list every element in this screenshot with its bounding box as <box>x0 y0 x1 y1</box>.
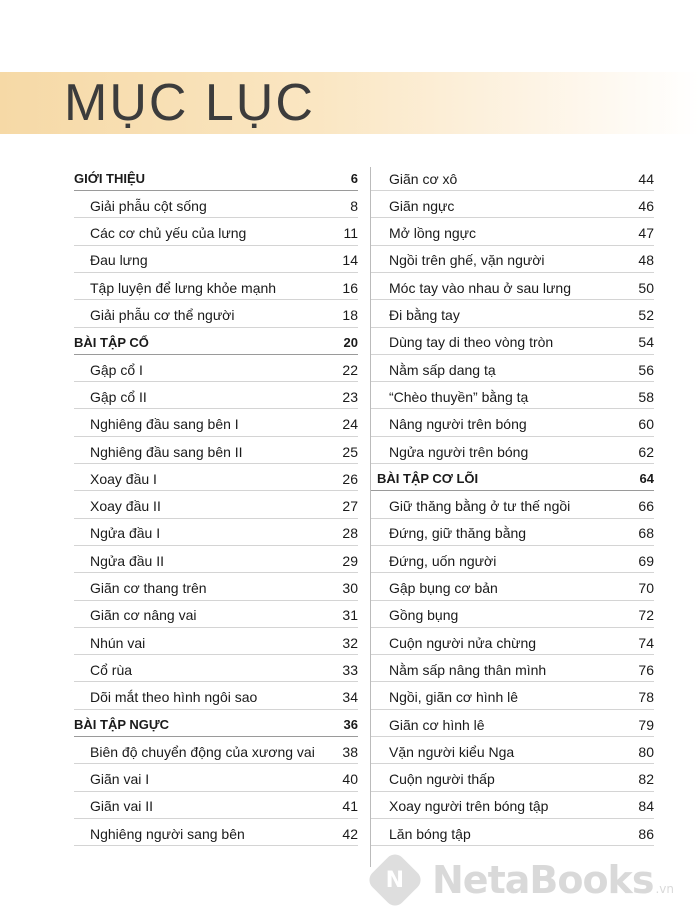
toc-page-number: 78 <box>638 689 654 706</box>
toc-page-number: 54 <box>638 334 654 351</box>
toc-entry-label: Nghiêng đầu sang bên I <box>90 416 239 433</box>
toc-entry-label: Nghiêng người sang bên <box>90 825 245 842</box>
toc-page-number: 46 <box>638 197 654 214</box>
toc-entry-label: Biên độ chuyển động của xương vai <box>90 743 315 760</box>
toc-page-number: 79 <box>638 716 654 733</box>
toc-page-number: 62 <box>638 443 654 460</box>
toc-page-number: 41 <box>342 798 358 815</box>
toc-entry <box>74 549 358 573</box>
toc-entry-label: Gập cổ I <box>90 361 143 378</box>
toc-entry <box>371 276 654 300</box>
toc-entry-label: Dõi mắt theo hình ngôi sao <box>90 689 258 706</box>
toc-entry-label: BÀI TẬP CƠ LÕI <box>377 471 479 487</box>
toc-entry <box>74 686 358 710</box>
toc-right-column <box>370 167 654 867</box>
toc-page-number: 34 <box>342 689 358 706</box>
toc-page-number: 70 <box>638 580 654 596</box>
toc-entry-label: Nhún vai <box>90 634 146 651</box>
toc-page-number: 80 <box>638 743 654 760</box>
toc-page-number: 11 <box>343 225 358 242</box>
toc-entry-label: Ngửa người trên bóng <box>389 443 529 460</box>
toc-entry-label: Lăn bóng tập <box>389 825 471 842</box>
toc-page-number: 42 <box>342 825 358 842</box>
toc-entry <box>74 222 358 246</box>
toc-entry <box>371 740 654 764</box>
toc-page-number: 58 <box>638 388 654 405</box>
toc-entry <box>74 795 358 819</box>
toc-entry-label: Dùng tay di theo vòng tròn <box>389 334 554 351</box>
toc-entry-label: Đi bằng tay <box>389 307 460 323</box>
toc-entry <box>74 440 358 464</box>
toc-entry <box>371 385 654 409</box>
toc-entry-label: Ngửa đầu II <box>90 552 164 569</box>
toc-entry-label: Giãn vai II <box>90 798 154 815</box>
toc-entry-label: Gập cổ II <box>90 388 147 405</box>
watermark <box>368 852 688 908</box>
toc-entry-label: Giữ thăng bằng ở tư thế ngồi <box>389 498 571 515</box>
toc-page-number: 32 <box>342 634 358 651</box>
toc-entry <box>371 604 654 628</box>
toc-page-number: 72 <box>638 607 654 624</box>
toc-entry-label: Giãn ngực <box>389 197 455 214</box>
toc-section-heading <box>74 713 358 737</box>
toc-entry-label: Ngửa đầu I <box>90 525 161 542</box>
toc-entry <box>74 631 358 655</box>
toc-entry <box>371 686 654 710</box>
toc-entry-label: Đứng, giữ thăng bằng <box>389 525 527 542</box>
toc-entry <box>371 440 654 464</box>
toc-page-number: 33 <box>342 661 358 678</box>
watermark-suffix: .vn <box>655 882 674 896</box>
toc-entry-label: Nâng người trên bóng <box>389 416 527 433</box>
toc-page-number: 40 <box>342 771 358 788</box>
watermark-logo-letter: N <box>385 867 405 893</box>
toc-entry <box>371 495 654 519</box>
netabooks-logo-icon <box>365 850 424 909</box>
toc-page-number: 22 <box>342 361 358 378</box>
toc-page-number: 50 <box>638 279 654 296</box>
toc-page-number: 25 <box>342 443 358 460</box>
toc-entry <box>371 795 654 819</box>
toc-entry <box>74 304 358 328</box>
page-title: MỤC LỤC <box>64 74 315 132</box>
toc-entry <box>371 413 654 437</box>
toc-page-number: 68 <box>638 525 654 542</box>
toc-page-number: 69 <box>638 552 654 569</box>
toc-entry-label: Giải phẫu cột sống <box>90 197 207 214</box>
toc-entry-label: Giãn cơ xô <box>389 170 458 187</box>
toc-entry-label: Gập bụng cơ bản <box>389 580 498 596</box>
toc-entry <box>371 768 654 792</box>
toc-page-number: 36 <box>343 717 358 732</box>
toc-entry <box>371 304 654 328</box>
toc-entry <box>74 413 358 437</box>
toc-page-number: 84 <box>638 798 654 815</box>
toc-entry-label: Giãn vai I <box>90 771 150 788</box>
toc-page-number: 14 <box>342 252 358 269</box>
toc-entry <box>74 740 358 764</box>
watermark-text: NetaBooks <box>432 858 654 902</box>
toc-entry-label: Ngồi trên ghế, vặn người <box>389 252 545 269</box>
toc-page-number: 28 <box>342 525 358 542</box>
toc-entry <box>74 194 358 218</box>
toc-entry-label: Xoay người trên bóng tập <box>389 798 549 815</box>
toc-entry <box>371 658 654 682</box>
toc-entry-label: Nghiêng đầu sang bên II <box>90 443 243 460</box>
toc-section-heading <box>371 467 654 491</box>
toc-entry <box>371 822 654 846</box>
toc-page-number: 86 <box>638 825 654 842</box>
toc-page-number: 38 <box>342 743 358 760</box>
toc-entry <box>74 768 358 792</box>
toc-entry-label: Nằm sấp dang tạ <box>389 361 496 378</box>
toc-entry-label: Các cơ chủ yếu của lưng <box>90 225 247 242</box>
toc-page-number: 30 <box>342 580 358 596</box>
toc-entry-label: Xoay đầu I <box>90 470 157 487</box>
toc-entry <box>74 495 358 519</box>
toc-section-heading <box>74 167 358 191</box>
toc-entry <box>74 604 358 628</box>
toc-entry-label: Giãn cơ hình lê <box>389 716 485 733</box>
toc-entry-label: Cuộn người nửa chừng <box>389 634 537 651</box>
toc-page-number: 24 <box>342 416 358 433</box>
toc-page-number: 8 <box>350 197 358 214</box>
toc-entry <box>371 194 654 218</box>
toc-entry-label: Giải phẫu cơ thể người <box>90 307 235 323</box>
toc-page-number: 27 <box>342 498 358 515</box>
toc-entry-label: Nằm sấp nâng thân mình <box>389 661 547 678</box>
toc-entry-label: Vặn người kiểu Nga <box>389 743 515 760</box>
toc-entry <box>74 822 358 846</box>
toc-page-number: 26 <box>342 470 358 487</box>
toc-entry <box>74 658 358 682</box>
toc-entry-label: Xoay đầu II <box>90 498 161 515</box>
toc-entry <box>371 167 654 191</box>
toc-entry <box>371 631 654 655</box>
toc-page-number: 60 <box>638 416 654 433</box>
toc-page-number: 74 <box>638 634 654 651</box>
toc-page-number: 44 <box>638 170 654 187</box>
toc-entry <box>74 522 358 546</box>
toc-page-number: 76 <box>638 661 654 678</box>
toc-entry <box>371 331 654 355</box>
toc-entry-label: BÀI TẬP CỔ <box>74 334 149 350</box>
toc-entry <box>371 577 654 601</box>
toc-entry <box>371 713 654 737</box>
toc-entry-label: Đau lưng <box>90 252 148 269</box>
toc-entry-label: GIỚI THIỆU <box>74 171 146 186</box>
toc-entry <box>371 549 654 573</box>
toc-page-number: 82 <box>638 771 654 788</box>
toc-entry-label: Cổ rùa <box>90 661 133 678</box>
toc-entry <box>74 467 358 491</box>
toc-entry-label: Gồng bụng <box>389 607 459 624</box>
toc-section-heading <box>74 331 358 355</box>
toc-entry <box>74 577 358 601</box>
toc-entry <box>74 358 358 382</box>
toc-entry-label: Ngồi, giãn cơ hình lê <box>389 689 519 706</box>
toc-page-number: 64 <box>639 471 654 487</box>
toc-entry-label: Đứng, uốn người <box>389 552 497 569</box>
toc-entry-label: Cuộn người thấp <box>389 771 495 788</box>
toc-entry <box>371 222 654 246</box>
toc-page-number: 20 <box>343 334 358 350</box>
toc-page-number: 23 <box>342 388 358 405</box>
toc-page-number: 16 <box>342 279 358 296</box>
toc-page-number: 56 <box>638 361 654 378</box>
toc-entry-label: Giãn cơ nâng vai <box>90 607 197 624</box>
toc-entry-label: Giãn cơ thang trên <box>90 580 207 596</box>
toc-page-number: 31 <box>342 607 358 624</box>
toc-entry <box>74 385 358 409</box>
toc-page-number: 52 <box>638 307 654 323</box>
toc-page-number: 6 <box>350 171 358 186</box>
toc-entry <box>371 249 654 273</box>
toc-page-number: 47 <box>638 225 654 242</box>
toc-entry-label: Tập luyện để lưng khỏe mạnh <box>90 279 277 296</box>
toc-entry <box>74 276 358 300</box>
toc-page-number: 48 <box>638 252 654 269</box>
toc-entry <box>74 249 358 273</box>
toc-entry-label: BÀI TẬP NGỰC <box>74 717 170 732</box>
toc-page-number: 29 <box>342 552 358 569</box>
toc-page-number: 18 <box>342 307 358 323</box>
toc-entry-label: Móc tay vào nhau ở sau lưng <box>389 279 571 296</box>
toc-entry-label: “Chèo thuyền” bằng tạ <box>389 388 529 405</box>
toc-entry <box>371 358 654 382</box>
toc-entry <box>371 522 654 546</box>
toc-page-number: 66 <box>638 498 654 515</box>
toc-entry-label: Mở lồng ngực <box>389 225 477 242</box>
